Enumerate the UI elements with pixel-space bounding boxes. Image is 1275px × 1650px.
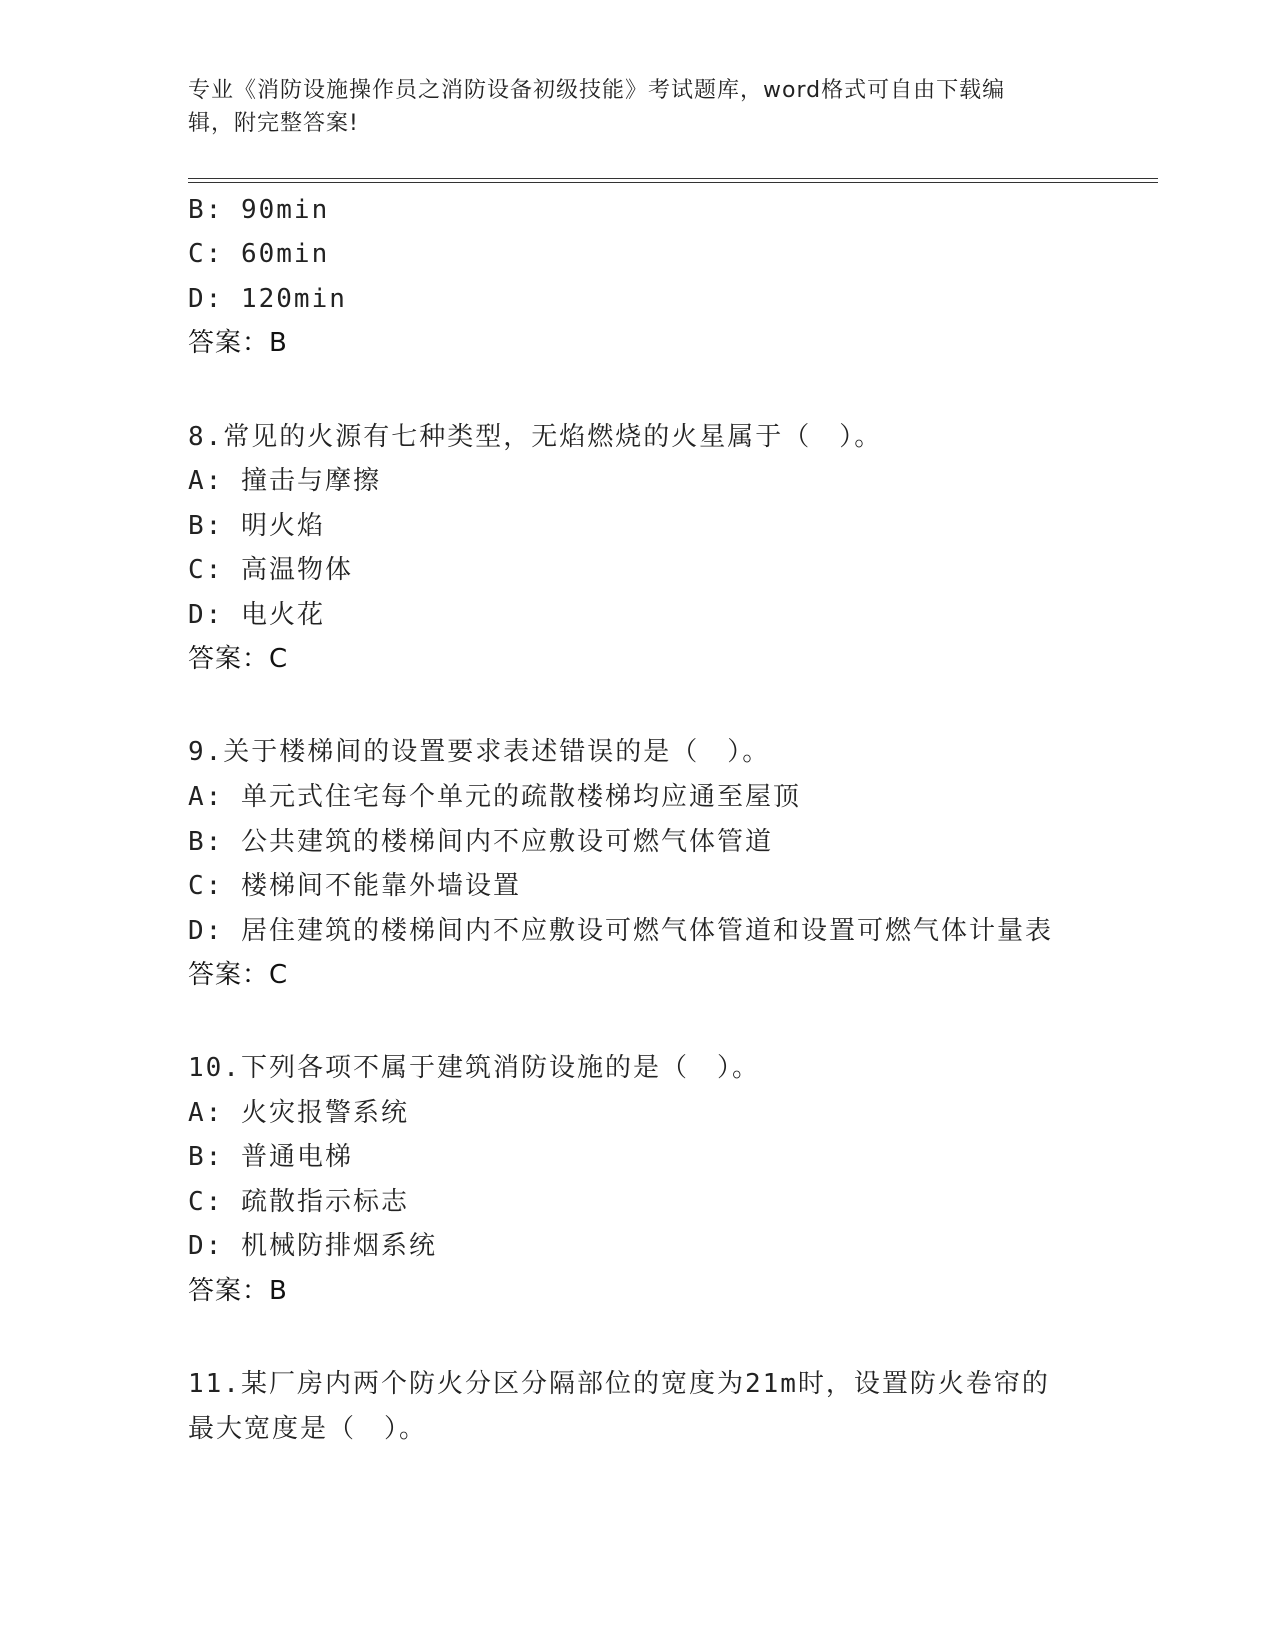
q10-option-b: B: 普通电梯 (188, 1142, 353, 1172)
q7-option-b: B: 90min (188, 195, 330, 225)
q8-answer: 答案：C (188, 644, 289, 674)
q7-option-c: C: 60min (188, 239, 330, 269)
q10-answer: 答案：B (188, 1276, 288, 1306)
q8-option-b: B: 明火焰 (188, 511, 325, 541)
q10-option-c: C: 疏散指示标志 (188, 1187, 409, 1217)
q7-option-d: D: 120min (188, 284, 347, 314)
q9-option-a: A: 单元式住宅每个单元的疏散楼梯均应通至屋顶 (188, 782, 801, 812)
q8-option-c: C: 高温物体 (188, 555, 353, 585)
q9-option-d: D: 居住建筑的楼梯间内不应敷设可燃气体管道和设置可燃气体计量表 (188, 916, 1053, 946)
q11-question-line-2: 最大宽度是（ ）。 (188, 1414, 428, 1444)
header-line-2: 辑，附完整答案! (188, 111, 359, 136)
document-header (188, 74, 1068, 140)
header-divider-top (188, 178, 1158, 179)
q8-question: 8.常见的火源有七种类型，无焰燃烧的火星属于（ ）。 (188, 422, 883, 452)
q9-answer: 答案：C (188, 960, 289, 990)
q9-option-b: B: 公共建筑的楼梯间内不应敷设可燃气体管道 (188, 827, 773, 857)
header-divider-bottom (188, 182, 1158, 183)
q8-option-d: D: 电火花 (188, 600, 325, 630)
q11-question-line-1: 11.某厂房内两个防火分区分隔部位的宽度为21m时，设置防火卷帘的 (188, 1369, 1050, 1399)
q10-option-d: D: 机械防排烟系统 (188, 1231, 437, 1261)
header-line-1: 专业《消防设施操作员之消防设备初级技能》考试题库，word格式可自由下载编 (188, 78, 1006, 103)
q10-option-a: A: 火灾报警系统 (188, 1098, 409, 1128)
q7-answer: 答案：B (188, 328, 288, 358)
q8-option-a: A: 撞击与摩擦 (188, 466, 381, 496)
q9-option-c: C: 楼梯间不能靠外墙设置 (188, 871, 521, 901)
q10-question: 10.下列各项不属于建筑消防设施的是（ ）。 (188, 1053, 760, 1083)
q9-question: 9.关于楼梯间的设置要求表述错误的是（ ）。 (188, 737, 771, 767)
